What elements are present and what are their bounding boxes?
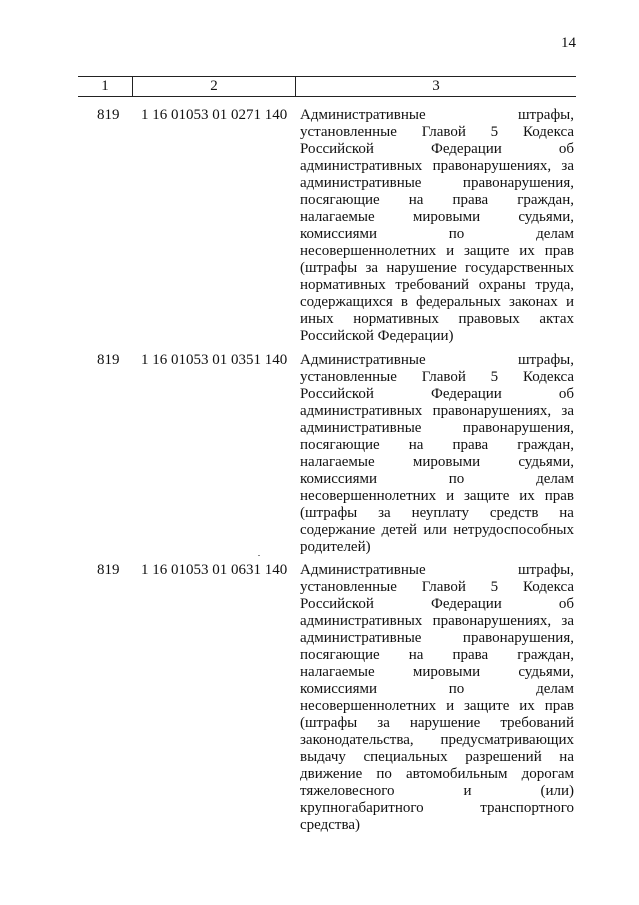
description-word: их	[519, 698, 535, 714]
description-word: Федерации	[430, 596, 502, 612]
description-line	[300, 732, 574, 749]
description-word: Главой	[421, 579, 466, 595]
budget-classification-code: 1 16 01053 01 0271 140	[141, 107, 288, 123]
description-line	[300, 800, 574, 817]
budget-classification-code: 1 16 01053 01 0351 140	[141, 352, 288, 368]
description-word: их	[519, 243, 535, 259]
description-word: правовых	[458, 311, 520, 327]
table-header	[78, 76, 576, 97]
description-line	[300, 243, 574, 260]
description-word: мировыми	[412, 454, 481, 470]
description-word: правонарушения,	[462, 630, 574, 646]
description-word: нормативных	[300, 277, 386, 293]
description-word: на	[408, 192, 424, 208]
header-col-3: 3	[432, 78, 440, 94]
description-word: по	[448, 681, 465, 697]
description-word: Федерации	[430, 386, 502, 402]
header-col-2: 2	[133, 77, 296, 96]
description-word: Кодекса	[522, 124, 574, 140]
description-word: средства)	[300, 817, 360, 833]
description-word: Российской Федерации)	[300, 328, 454, 344]
description-line	[300, 579, 574, 596]
description-word: (штрафы	[300, 505, 358, 521]
description-word: налагаемые	[300, 454, 375, 470]
description-word: по	[448, 226, 465, 242]
description-word: несовершеннолетних	[300, 488, 437, 504]
description-word: делам	[536, 681, 574, 697]
description-line	[300, 715, 574, 732]
description-line	[300, 613, 574, 630]
description-line	[300, 209, 574, 226]
description-word: права	[452, 437, 489, 453]
description-word: или	[423, 522, 447, 538]
description-word: специальных	[363, 749, 448, 765]
description-line	[300, 488, 574, 505]
description-word: установленные	[300, 579, 397, 595]
description-word: (штрафы	[300, 260, 358, 276]
description-word: Кодекса	[522, 369, 574, 385]
description-word: на	[559, 505, 574, 521]
description-line	[300, 107, 574, 124]
description-word: права	[452, 647, 489, 663]
description-word: защите	[464, 488, 510, 504]
description-word: административные	[300, 175, 422, 191]
description-word: Главой	[421, 124, 466, 140]
description-word: Административные	[300, 562, 426, 578]
description-word: разрешений	[465, 749, 542, 765]
description-word: по	[448, 471, 465, 487]
description-line	[300, 226, 574, 243]
description-line	[300, 420, 574, 437]
description-word: на	[559, 749, 574, 765]
description-word: за	[377, 715, 390, 731]
description-word: и	[565, 294, 574, 310]
description-word: граждан,	[517, 437, 574, 453]
description-word: делам	[536, 226, 574, 242]
description-word: и	[446, 698, 455, 714]
description-word: защите	[464, 698, 510, 714]
description-word: содержащихся	[300, 294, 393, 310]
description-word: граждан,	[517, 647, 574, 663]
description-word: Кодекса	[522, 579, 574, 595]
description-line	[300, 681, 574, 698]
description-line	[300, 352, 574, 369]
description-word: предусматривающих	[440, 732, 574, 748]
description-word: судьями,	[518, 209, 574, 225]
description-line	[300, 328, 574, 345]
description-word: (или)	[540, 783, 574, 799]
description-word: и	[446, 488, 455, 504]
description-line	[300, 698, 574, 715]
description-line	[300, 277, 574, 294]
header-col-1: 1	[78, 77, 133, 96]
admin-code: 819	[97, 107, 120, 123]
description-word: правонарушениях,	[432, 158, 552, 174]
description-word: за	[561, 158, 574, 174]
description-word: требований	[395, 277, 470, 293]
description-word: их	[519, 488, 535, 504]
description-line	[300, 141, 574, 158]
description-line	[300, 630, 574, 647]
description-word: родителей)	[300, 539, 371, 555]
description-word: Административные	[300, 107, 426, 123]
description-line	[300, 158, 574, 175]
description-line	[300, 294, 574, 311]
description-word: в	[400, 294, 408, 310]
description-word: Федерации	[430, 141, 502, 157]
description-word: транспортного	[480, 800, 574, 816]
description-word: прав	[544, 243, 574, 259]
row-description	[300, 107, 574, 345]
description-word: тяжеловесного	[300, 783, 395, 799]
description-word: за	[378, 505, 391, 521]
description-line	[300, 124, 574, 141]
description-word: административных	[300, 403, 423, 419]
description-word: Российской	[300, 386, 374, 402]
description-word: за	[561, 613, 574, 629]
description-line	[300, 369, 574, 386]
description-word: Российской	[300, 596, 374, 612]
description-word: об	[558, 596, 574, 612]
description-word: 5	[490, 579, 499, 595]
description-line	[300, 403, 574, 420]
description-word: (штрафы	[300, 715, 358, 731]
description-word: охраны	[478, 277, 526, 293]
description-word: установленные	[300, 369, 397, 385]
description-line	[300, 260, 574, 277]
description-word: мировыми	[412, 209, 481, 225]
description-word: и	[446, 243, 455, 259]
description-word: посягающие	[300, 192, 380, 208]
description-word: законах	[509, 294, 558, 310]
description-word: посягающие	[300, 647, 380, 663]
description-word: несовершеннолетних	[300, 243, 437, 259]
description-word: об	[558, 141, 574, 157]
description-word: актах	[539, 311, 574, 327]
description-word: нетрудоспособных	[453, 522, 574, 538]
description-word: нарушение	[409, 715, 481, 731]
description-word: граждан,	[517, 192, 574, 208]
description-word: средств	[489, 505, 539, 521]
description-word: Главой	[421, 369, 466, 385]
description-line	[300, 437, 574, 454]
admin-code: 819	[97, 352, 120, 368]
description-word: прав	[544, 488, 574, 504]
description-word: крупногабаритного	[300, 800, 424, 816]
description-word: посягающие	[300, 437, 380, 453]
description-word: иных	[300, 311, 334, 327]
description-word: административные	[300, 420, 422, 436]
description-line	[300, 175, 574, 192]
description-word: федеральных	[416, 294, 501, 310]
description-word: защите	[464, 243, 510, 259]
description-word: делам	[536, 471, 574, 487]
description-word: на	[408, 647, 424, 663]
description-line	[300, 647, 574, 664]
description-word: выдачу	[300, 749, 346, 765]
description-word: административные	[300, 630, 422, 646]
description-word: комиссиями	[300, 471, 378, 487]
description-word: 5	[490, 369, 499, 385]
description-word: нарушение	[386, 260, 457, 276]
page-number: 14	[561, 35, 576, 51]
description-word: правонарушениях,	[432, 613, 552, 629]
description-word: на	[408, 437, 424, 453]
description-line	[300, 596, 574, 613]
description-word: дорогам	[521, 766, 574, 782]
description-word: мировыми	[412, 664, 481, 680]
description-line	[300, 817, 574, 834]
description-line	[300, 505, 574, 522]
description-word: 5	[490, 124, 499, 140]
description-line	[300, 766, 574, 783]
description-word: судьями,	[518, 454, 574, 470]
description-word: за	[561, 403, 574, 419]
description-word: судьями,	[518, 664, 574, 680]
description-line	[300, 783, 574, 800]
description-word: правонарушения,	[462, 175, 574, 191]
description-word: за	[365, 260, 379, 276]
description-word: движение	[300, 766, 363, 782]
description-line	[300, 454, 574, 471]
description-word: правонарушениях,	[432, 403, 552, 419]
description-word: труда,	[535, 277, 574, 293]
description-word: требований	[500, 715, 574, 731]
description-word: и	[463, 783, 472, 799]
description-word: нормативных	[353, 311, 439, 327]
description-line	[300, 311, 574, 328]
description-word: детей	[381, 522, 418, 538]
row-description	[300, 562, 574, 834]
description-word: прав	[544, 698, 574, 714]
description-word: автомобильным	[405, 766, 508, 782]
row-description	[300, 352, 574, 556]
description-line	[300, 522, 574, 539]
description-word: административных	[300, 158, 423, 174]
admin-code: 819	[97, 562, 120, 578]
description-word: неуплату	[411, 505, 470, 521]
description-line	[300, 749, 574, 766]
description-word: содержание	[300, 522, 376, 538]
description-word: административных	[300, 613, 423, 629]
description-line	[300, 664, 574, 681]
description-word: комиссиями	[300, 681, 378, 697]
description-word: штрафы,	[518, 562, 574, 578]
description-line	[300, 562, 574, 579]
description-word: штрафы,	[518, 352, 574, 368]
description-word: штрафы,	[518, 107, 574, 123]
description-word: налагаемые	[300, 664, 375, 680]
description-word: об	[558, 386, 574, 402]
description-line	[300, 539, 574, 556]
description-word: установленные	[300, 124, 397, 140]
scan-speck	[258, 555, 260, 556]
description-word: несовершеннолетних	[300, 698, 437, 714]
description-word: права	[452, 192, 489, 208]
description-word: Административные	[300, 352, 426, 368]
description-word: Российской	[300, 141, 374, 157]
description-word: законодательства,	[300, 732, 414, 748]
description-line	[300, 192, 574, 209]
description-word: налагаемые	[300, 209, 375, 225]
description-line	[300, 471, 574, 488]
description-word: комиссиями	[300, 226, 378, 242]
description-word: по	[376, 766, 392, 782]
description-line	[300, 386, 574, 403]
budget-classification-code: 1 16 01053 01 0631 140	[141, 562, 288, 578]
description-word: правонарушения,	[462, 420, 574, 436]
description-word: государственных	[465, 260, 574, 276]
